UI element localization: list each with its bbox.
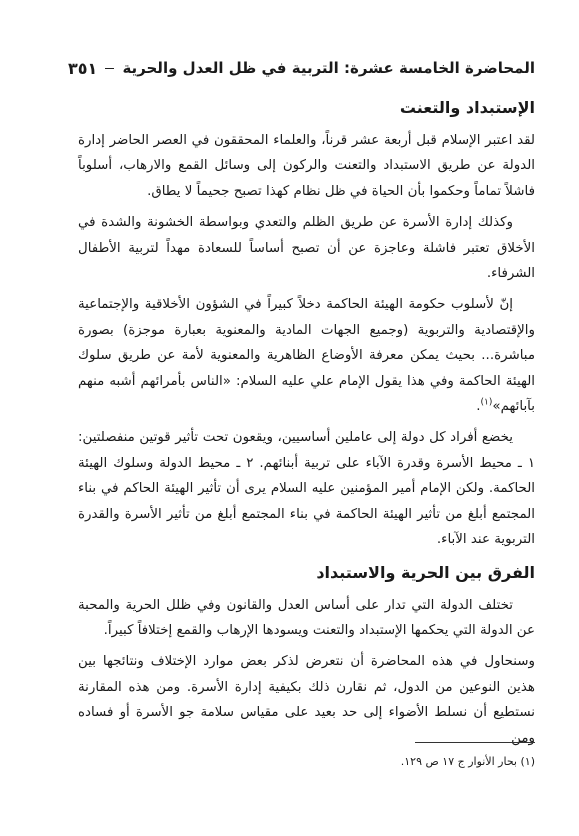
paragraph-with-quote — [78, 292, 535, 419]
paragraph: تختلف الدولة التي تدار على أساس العدل والقانون وفي ظلل الحرية والمحبة عن الدولة التي يحكمها الإستبداد والتعنت ويسودها الإرهاب والقمع إختلافاً كبيراً. — [78, 597, 535, 638]
footnote-reference[interactable]: (١) — [480, 397, 493, 408]
paragraph-end: . — [476, 399, 481, 415]
paragraph: يخضع أفراد كل دولة إلى عاملين أساسيين، ويقعون تحت تأثير قوتين منفصلتين: ١ ـ محيط الأسرة وقدرة الآباء على تربية أبنائهم. ٢ ـ محيط الدولة وسلوك الهيئة الحاكمة. ولكن الإمام أمير المؤمنين عليه السلام يرى أن تأثير الهيئة الحاكم في بناء المجتمع أبلغ من تأثير الهيئة الحاكمة في بناء المجتمع أبلغ من تأثير الأسرة والقدرة التربوية عند الآباء. — [78, 430, 536, 548]
paragraph: وكذلك إدارة الأسرة عن طريق الظلم والتعدي وبواسطة الخشونة والشدة في الأخلاق تعتبر فاشلة وعاجزة عن أن تصبح أساساً للسعادة مهداً لتربية الأطفال الشرفاء. — [78, 215, 535, 282]
section-heading-freedom: الفرق بين الحرية والاستبداد — [316, 562, 535, 582]
header-rule — [105, 68, 114, 69]
running-header — [68, 56, 535, 80]
page-number: ٣٥١ — [68, 58, 98, 78]
paragraph-text: إنّ لأسلوب حكومة الهيئة الحاكمة دخلاً كبيراً في الشؤون الأخلاقية والإجتماعية والإقتصادية والتربوية (وجميع الجهات المادية والمعنوية بعبارة موجزة) بصورة مباشرة... بحيث يمكن معرفة الأوضاع الظاهرية والمعنوية لأمة عن طريق سلوك الهيئة الحاكمة وفي هذا يقول الإمام علي عليه السلام: «الناس بأمرائهم أشبه منهم بآبائهم» — [78, 297, 535, 415]
header-title: المحاضرة الخامسة عشرة: التربية في ظل العدل والحرية — [122, 59, 535, 77]
footnote: (١) بحار الأنوار ج ١٧ ص ١٢٩. — [400, 755, 535, 768]
page-body — [78, 96, 535, 757]
section-heading-tyranny: الإستبداد والتعنت — [399, 98, 535, 117]
paragraph: لقد اعتبر الإسلام قبل أربعة عشر قرناً، والعلماء المحققون في العصر الحاضر إدارة الدولة عن طريق الاستبداد والتعنت والركون إلى وسائل القمع والارهاب، أسلوباً فاشلاً تماماً وحكموا بأن الحياة في ظل نظام كهذا تصبح جحيماً لا يطاق. — [78, 133, 535, 199]
footnote-separator — [415, 742, 535, 743]
paragraph: وسنحاول في هذه المحاضرة أن نتعرض لذكر بعض موارد الإختلاف ونتائجها بين هذين النوعين من الدول، ثم نقارن ذلك بكيفية إدارة الأسرة. ومن هذه المقارنة نستطيع أن نسلط الأضواء إلى حد بعيد على مقياس سلامة جو الأسرة أو فساده ومن — [78, 654, 535, 746]
